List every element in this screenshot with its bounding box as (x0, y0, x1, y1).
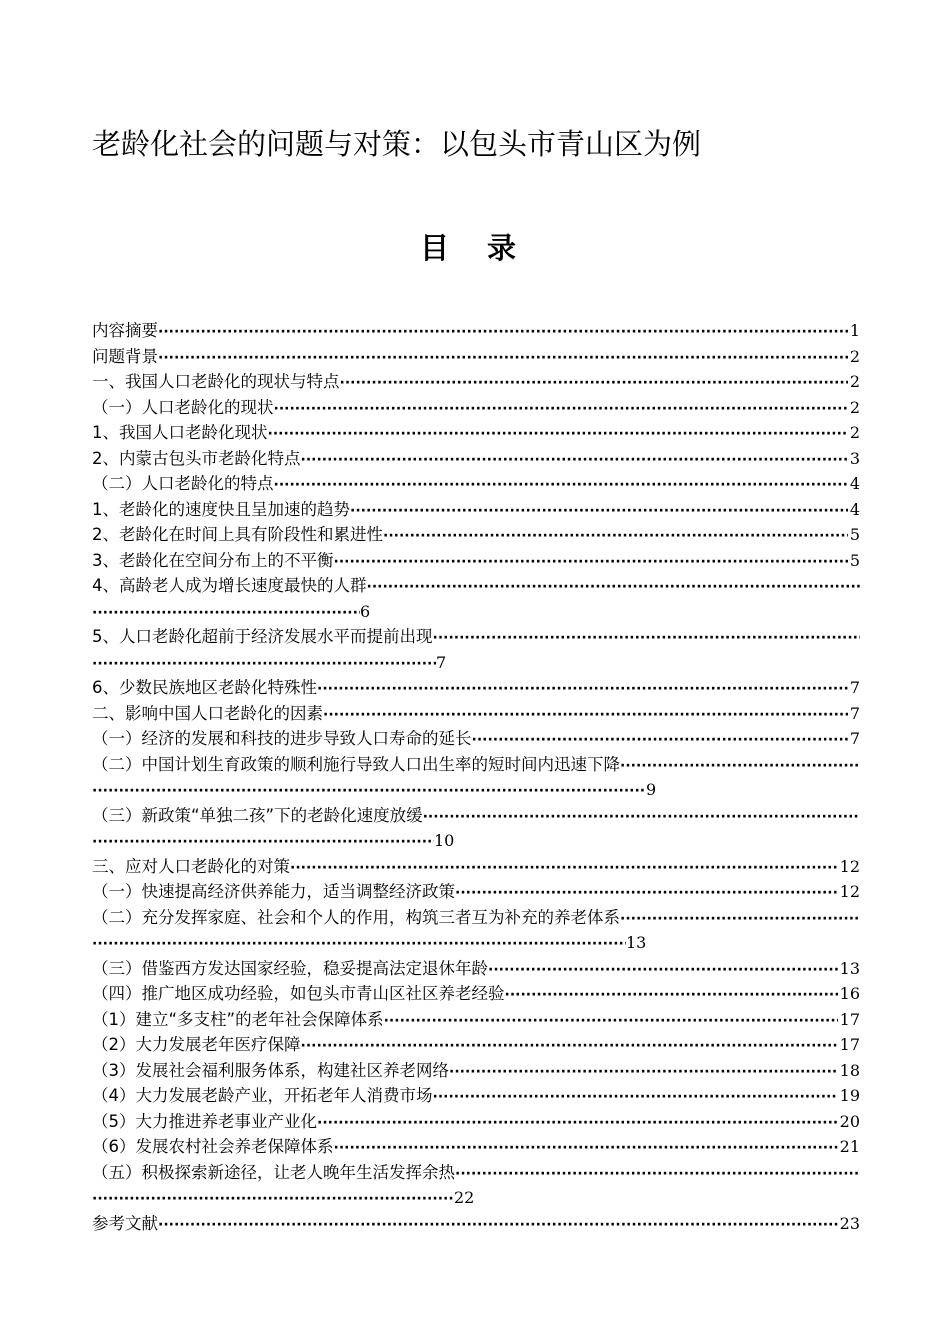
toc-entry-title: 三、应对人口老龄化的对策 (92, 856, 290, 876)
dot-leader (301, 448, 848, 472)
dot-leader (323, 703, 848, 727)
dot-leader (449, 1060, 838, 1084)
toc-entry-page: 7 (849, 703, 860, 723)
toc-entry-title: （5）大力推进养老事业产业化 (92, 1111, 317, 1131)
toc-entry[interactable] (92, 573, 860, 599)
toc-entry-page: 7 (436, 652, 447, 672)
toc-entry-title: （一）快速提高经济供养能力，适当调整经济政策 (92, 882, 455, 901)
toc-entry[interactable] (92, 1160, 860, 1186)
toc-entry-continued[interactable] (92, 777, 860, 803)
toc-entry-title: （1）建立“多支柱”的老年社会保障体系 (92, 1009, 384, 1029)
toc-entry[interactable] (92, 522, 860, 548)
toc-entry-page: 4 (849, 474, 860, 493)
dot-leader (290, 856, 838, 880)
toc-entry[interactable] (92, 854, 860, 880)
dot-leader (505, 983, 838, 1007)
toc-entry-page: 5 (849, 550, 860, 570)
toc-entry[interactable] (92, 803, 860, 829)
toc-entry[interactable] (92, 879, 860, 905)
toc-entry[interactable] (92, 471, 860, 497)
dot-leader (433, 1085, 838, 1109)
toc-entry-page: 18 (839, 1060, 860, 1080)
toc-entry-title: （三）借鉴西方发达国家经验，稳妥提高法定退休年龄 (92, 958, 488, 978)
toc-entry-title: （四）推广地区成功经验，如包头市青山区社区养老经验 (92, 984, 505, 1003)
toc-entry-page: 16 (839, 984, 860, 1003)
dot-leader (317, 677, 848, 701)
toc-entry-title: （二）充分发挥家庭、社会和个人的作用，构筑三者互为补充的养老体系 (92, 907, 620, 927)
toc-entry[interactable] (92, 675, 860, 701)
dot-leader (92, 601, 360, 625)
dot-leader (274, 473, 848, 497)
toc-entry[interactable] (92, 1134, 860, 1160)
toc-entry-page: 4 (849, 499, 860, 519)
dot-leader (92, 779, 646, 803)
dot-leader (92, 1187, 454, 1211)
toc-entry-page: 23 (839, 1213, 860, 1233)
toc-entry[interactable] (92, 752, 860, 778)
toc-entry-page: 1 (849, 321, 860, 340)
dot-leader (433, 626, 861, 650)
dot-leader (274, 397, 848, 421)
toc-entry-title: （6）发展农村社会养老保障体系 (92, 1137, 334, 1156)
dot-leader (158, 346, 848, 370)
toc-entry-page: 2 (849, 397, 860, 417)
toc-entry[interactable] (92, 548, 860, 574)
toc-entry-page: 5 (849, 525, 860, 544)
toc-entry-title: （4）大力发展老龄产业，开拓老年人消费市场 (92, 1086, 433, 1105)
dot-leader (92, 932, 626, 956)
dot-leader (620, 754, 860, 778)
toc-entry-page: 20 (839, 1111, 860, 1131)
toc-entry-page: 6 (360, 601, 371, 621)
toc-entry-page: 2 (849, 423, 860, 442)
dot-leader (384, 1009, 838, 1033)
dot-leader (268, 422, 848, 446)
dot-leader (334, 550, 848, 574)
toc-heading: 目 录 (419, 231, 531, 265)
dot-leader (455, 1162, 860, 1186)
toc-entry[interactable] (92, 395, 860, 421)
toc-entry-title: 2、内蒙古包头市老龄化特点 (92, 448, 301, 468)
toc-entry-continued[interactable] (92, 650, 860, 676)
toc-entry[interactable] (92, 1058, 860, 1084)
toc-entry-title: 内容摘要 (92, 321, 158, 340)
toc-entry-title: （2）大力发展老年医疗保障 (92, 1035, 301, 1054)
dot-leader (367, 575, 861, 599)
dot-leader (455, 881, 838, 905)
toc-entry-title: 2、老龄化在时间上具有阶段性和累进性 (92, 525, 383, 544)
toc-entry-continued[interactable] (92, 599, 860, 625)
toc-entry-title: 6、少数民族地区老龄化特殊性 (92, 678, 317, 697)
toc-entry-page: 9 (646, 780, 657, 799)
toc-entry[interactable] (92, 1007, 860, 1033)
toc-entry-continued[interactable] (92, 930, 860, 956)
toc-entry-page: 22 (454, 1188, 475, 1207)
toc-entry-title: 5、人口老龄化超前于经济发展水平而提前出现 (92, 627, 433, 646)
dot-leader (334, 1136, 838, 1160)
toc-entry-page: 7 (849, 678, 860, 697)
toc-entry[interactable] (92, 497, 860, 523)
dot-leader (158, 1213, 838, 1237)
toc-entry-title: 问题背景 (92, 346, 158, 366)
toc-entry-title: 3、老龄化在空间分布上的不平衡 (92, 550, 334, 570)
toc-entry-page: 17 (839, 1009, 860, 1029)
toc-entry-title: （二）中国计划生育政策的顺利施行导致人口出生率的短时间内迅速下降 (92, 754, 620, 774)
toc-entry-page: 7 (849, 729, 860, 748)
toc-entry-page: 10 (434, 831, 455, 850)
toc-entry[interactable] (92, 1211, 860, 1237)
toc-entry-page: 3 (849, 448, 860, 468)
toc-entry-continued[interactable] (92, 1185, 860, 1211)
toc-entry[interactable] (92, 701, 860, 727)
toc-entry-title: （3）发展社会福利服务体系，构建社区养老网络 (92, 1060, 449, 1080)
dot-leader (92, 830, 434, 854)
toc-entry-title: （三）新政策“单独二孩”下的老龄化速度放缓 (92, 805, 423, 825)
toc-entry-title: （二）人口老龄化的特点 (92, 474, 274, 493)
toc-entry-page: 12 (839, 882, 860, 901)
dot-leader (383, 524, 848, 548)
toc-entry-title: （五）积极探索新途径，让老人晚年生活发挥余热 (92, 1162, 455, 1182)
toc-entry[interactable] (92, 956, 860, 982)
dot-leader (472, 728, 848, 752)
toc-entry-page: 2 (849, 372, 860, 391)
toc-entry[interactable] (92, 420, 860, 446)
toc-entry-title: 1、我国人口老龄化现状 (92, 423, 268, 442)
toc-entry[interactable] (92, 1032, 860, 1058)
toc-entry[interactable] (92, 1109, 860, 1135)
toc-entry-page: 19 (839, 1086, 860, 1105)
toc-entry-page: 21 (839, 1137, 860, 1156)
toc-entry[interactable] (92, 624, 860, 650)
toc-entry[interactable] (92, 1083, 860, 1109)
toc-entry-title: 二、影响中国人口老龄化的因素 (92, 703, 323, 723)
toc-entry-title: 1、老龄化的速度快且呈加速的趋势 (92, 499, 350, 519)
toc-entry-page: 12 (839, 856, 860, 876)
toc-entry[interactable] (92, 344, 860, 370)
dot-leader (92, 652, 436, 676)
toc-entry[interactable] (92, 369, 860, 395)
document-title: 老龄化社会的问题与对策：以包头市青山区为例 (92, 127, 702, 161)
toc-entry[interactable] (92, 726, 860, 752)
dot-leader (488, 958, 838, 982)
toc-entry-page: 17 (839, 1035, 860, 1054)
toc-entry-page: 13 (839, 958, 860, 978)
dot-leader (620, 907, 860, 931)
dot-leader (423, 805, 860, 829)
toc-entry[interactable] (92, 981, 860, 1007)
dot-leader (301, 1034, 838, 1058)
dot-leader (158, 320, 848, 344)
toc-entry-title: 参考文献 (92, 1213, 158, 1233)
dot-leader (350, 499, 848, 523)
dot-leader (340, 371, 848, 395)
toc-entry-continued[interactable] (92, 828, 860, 854)
toc-entry[interactable] (92, 318, 860, 344)
toc-entry-page: 13 (626, 933, 647, 952)
toc-entry[interactable] (92, 905, 860, 931)
toc-entry-title: （一）人口老龄化的现状 (92, 397, 274, 417)
table-of-contents (92, 318, 860, 1236)
toc-entry-title: 一、我国人口老龄化的现状与特点 (92, 372, 340, 391)
toc-entry-title: （一）经济的发展和科技的进步导致人口寿命的延长 (92, 729, 472, 748)
toc-entry-title: 4、高龄老人成为增长速度最快的人群 (92, 576, 367, 595)
dot-leader (317, 1111, 838, 1135)
toc-entry-page: 2 (849, 346, 860, 366)
toc-entry[interactable] (92, 446, 860, 472)
